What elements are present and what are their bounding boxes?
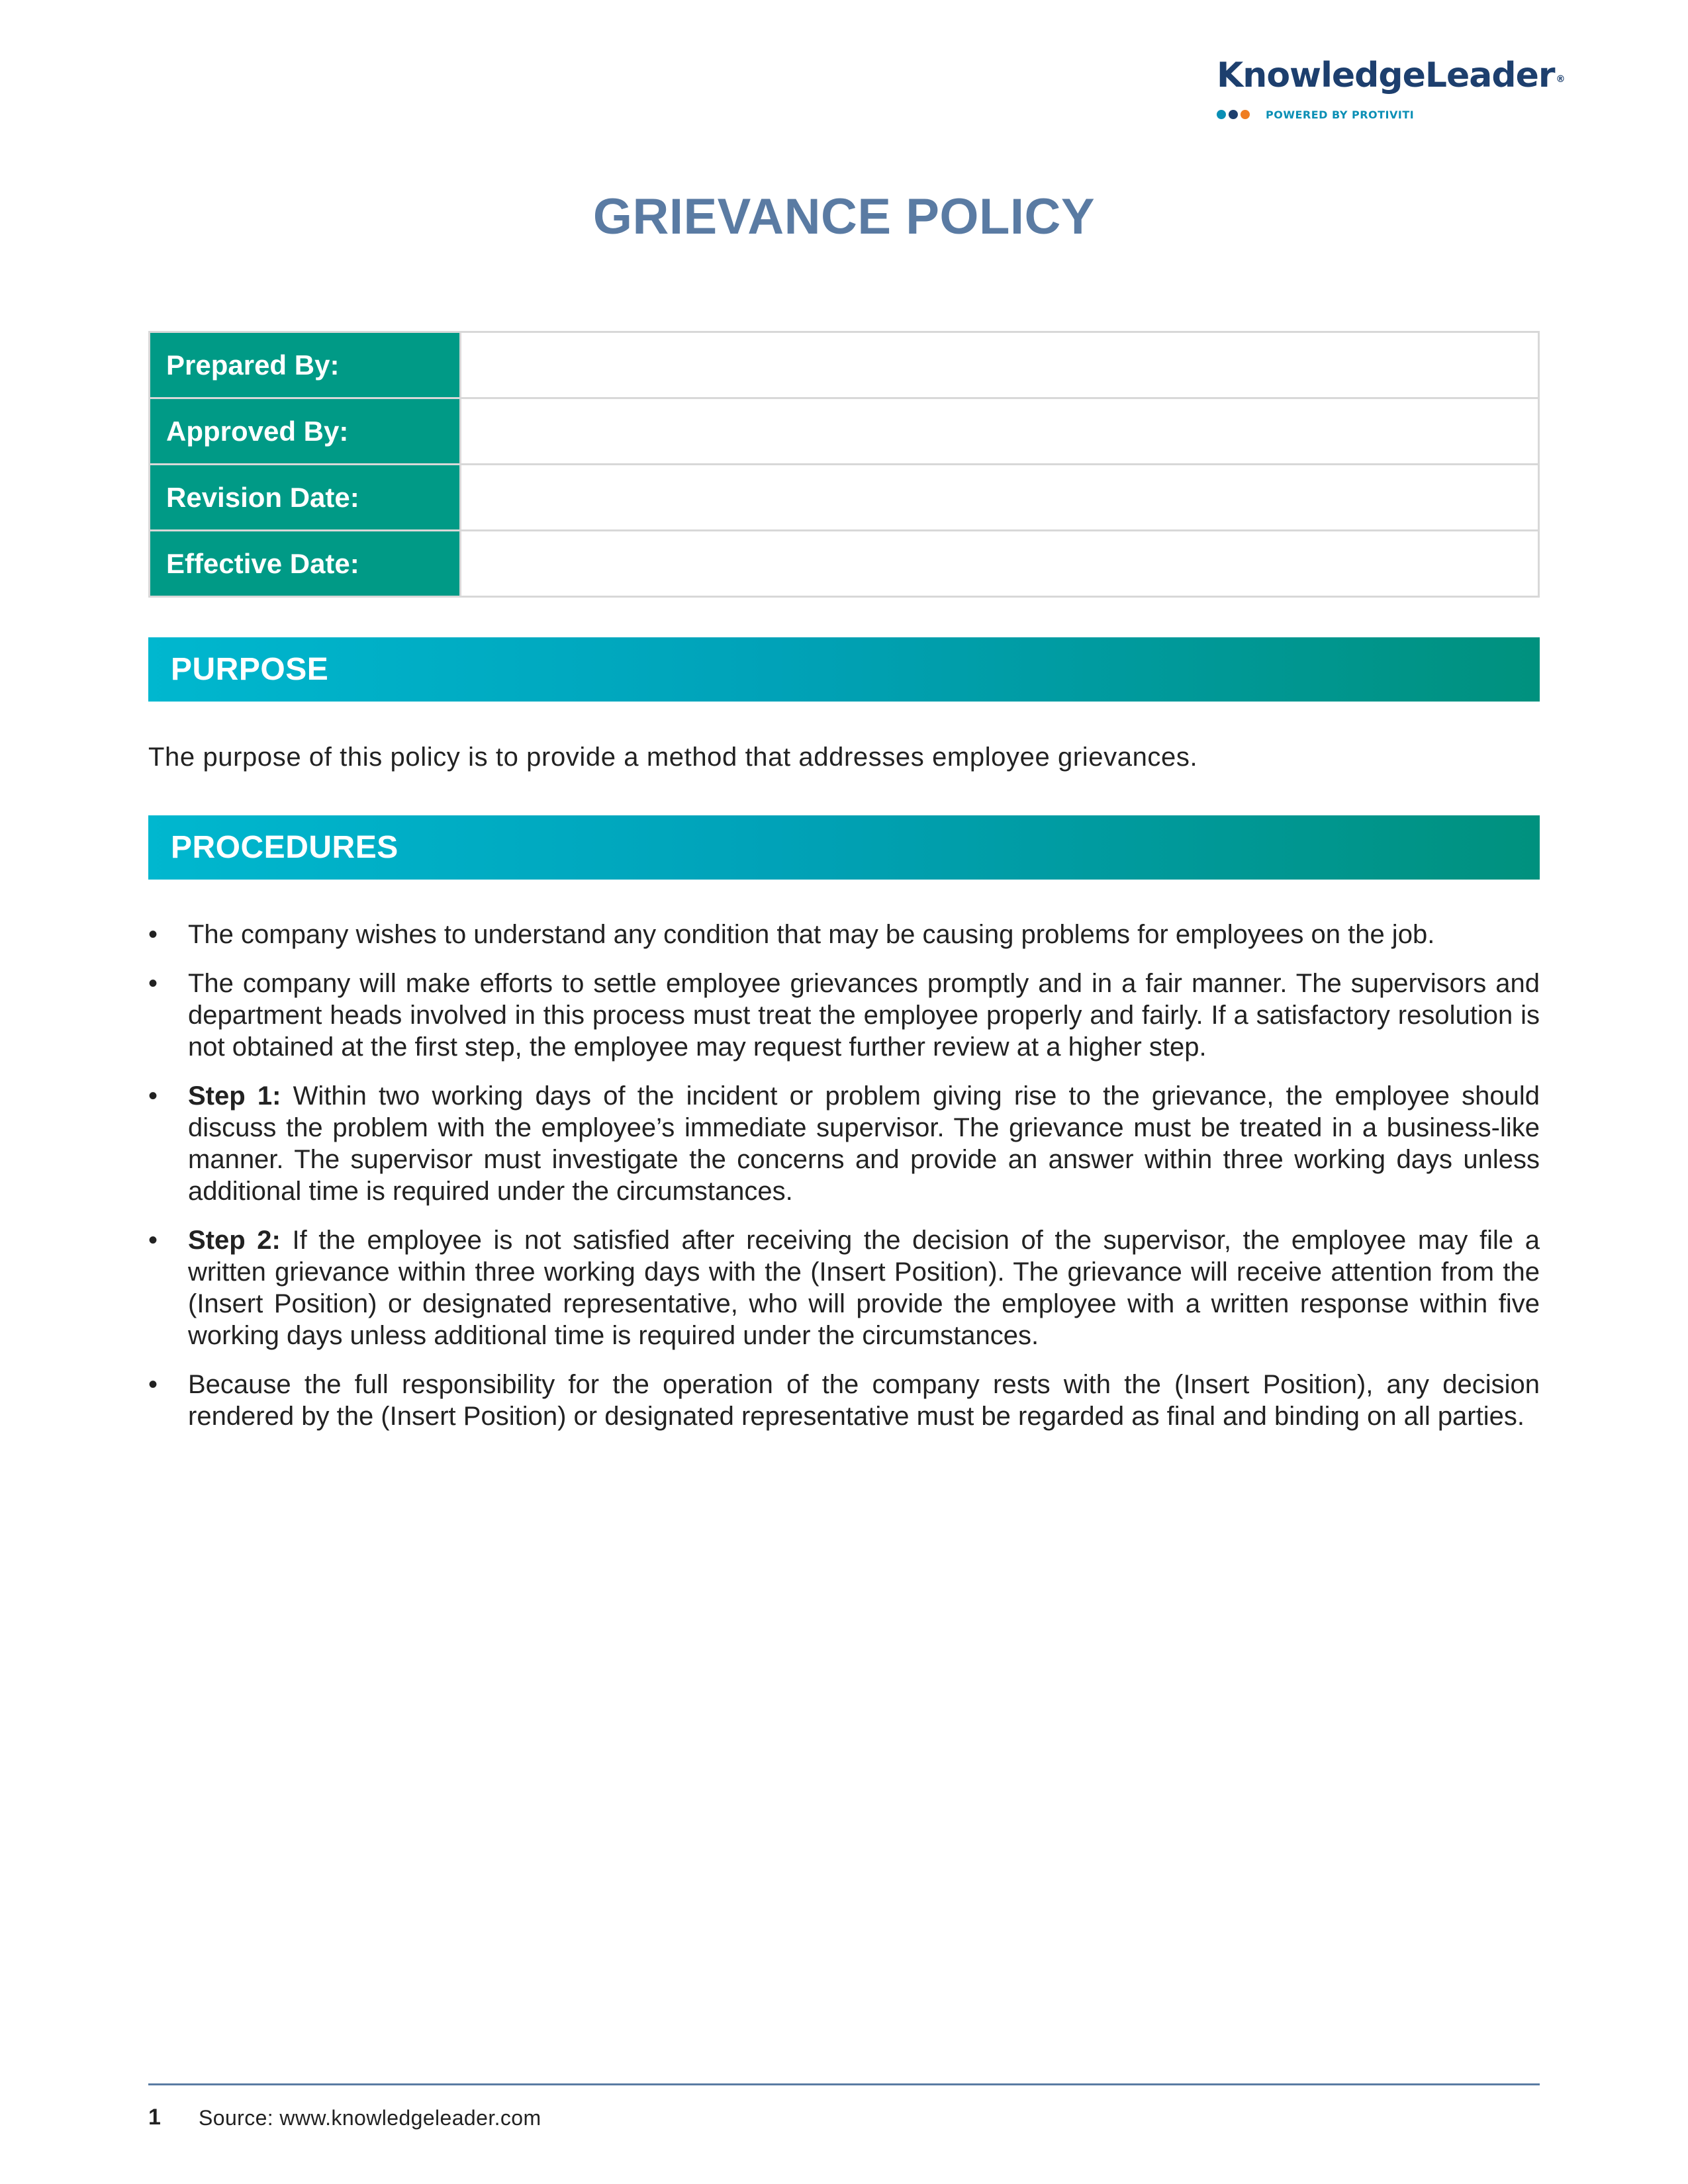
procedures-list [148, 919, 1540, 1449]
info-row-approved-by [150, 398, 1539, 465]
logo-dot-orange-icon [1241, 110, 1250, 119]
procedure-text: The company will make efforts to settle employee grievances promptly and in a fair manner. The supervisors and department heads involved in this process must treat the employee properly and fairly. If a satisfactory resolution is not obtained at the first step, the employee may request further review at a higher step. [188, 969, 1540, 1062]
logo-name: KnowledgeLeader [1217, 56, 1555, 95]
bullet: • [148, 1226, 158, 1255]
procedure-text: Because the full responsibility for the operation of the company rests with the (Insert Position), any decision rendered by the (Insert Position) or designated representative must be regarded as final and binding on all parties. [188, 1370, 1540, 1431]
bullet: • [148, 969, 158, 998]
step-label: Step 1: [188, 1081, 281, 1111]
list-item [148, 968, 1540, 1063]
procedure-text: Within two working days of the incident or problem giving rise to the grievance, the employee should discuss the problem with the employee’s immediate supervisor. The grievance must be treated in a business-like manner. The supervisor must investigate the concerns and provide an answer within three working days unless additional time is required under the circumstances. [188, 1081, 1540, 1206]
list-item [148, 1369, 1540, 1432]
footer-source: Source: www.knowledgeleader.com [199, 2106, 541, 2130]
page-number: 1 [148, 2105, 161, 2130]
info-label: Effective Date: [150, 531, 461, 597]
footer-divider [148, 2083, 1540, 2085]
procedure-text: If the employee is not satisfied after receiving the decision of the supervisor, the employee may file a written grievance within three working days with the (Insert Position). The grievance will receive attention from the (Insert Position) or designated representative, who will provide the employee with a written response within five working days unless additional time is required under the circumstances. [188, 1226, 1540, 1350]
info-row-revision-date [150, 465, 1539, 531]
list-item [148, 1224, 1540, 1351]
logo-tagline: POWERED BY PROTIVITI [1266, 108, 1415, 121]
bullet: • [148, 1370, 158, 1399]
prepared-by-field[interactable] [461, 332, 1539, 398]
registered-mark: ® [1556, 74, 1565, 85]
bullet: • [148, 920, 158, 949]
logo-dot-teal-icon [1217, 110, 1226, 119]
info-label: Approved By: [150, 398, 461, 465]
purpose-text: The purpose of this policy is to provide a method that addresses employee grievances. [148, 743, 1198, 772]
info-row-prepared-by [150, 332, 1539, 398]
procedure-text: The company wishes to understand any condition that may be causing problems for employees on the job. [188, 920, 1435, 949]
info-label: Prepared By: [150, 332, 461, 398]
info-label: Revision Date: [150, 465, 461, 531]
bullet: • [148, 1081, 158, 1111]
step-label: Step 2: [188, 1226, 281, 1255]
document-title: GRIEVANCE POLICY [592, 189, 1096, 245]
list-item [148, 1080, 1540, 1207]
list-item [148, 919, 1540, 950]
purpose-heading: PURPOSE [148, 637, 1540, 702]
approved-by-field[interactable] [461, 398, 1539, 465]
document-info-table [148, 331, 1540, 598]
logo-dot-navy-icon [1229, 110, 1238, 119]
effective-date-field[interactable] [461, 531, 1539, 597]
info-row-effective-date [150, 531, 1539, 597]
procedures-heading: PROCEDURES [148, 815, 1540, 880]
logo-wordmark [1217, 56, 1565, 95]
revision-date-field[interactable] [461, 465, 1539, 531]
logo-subline [1217, 106, 1414, 123]
knowledgeleader-logo [1217, 56, 1565, 128]
